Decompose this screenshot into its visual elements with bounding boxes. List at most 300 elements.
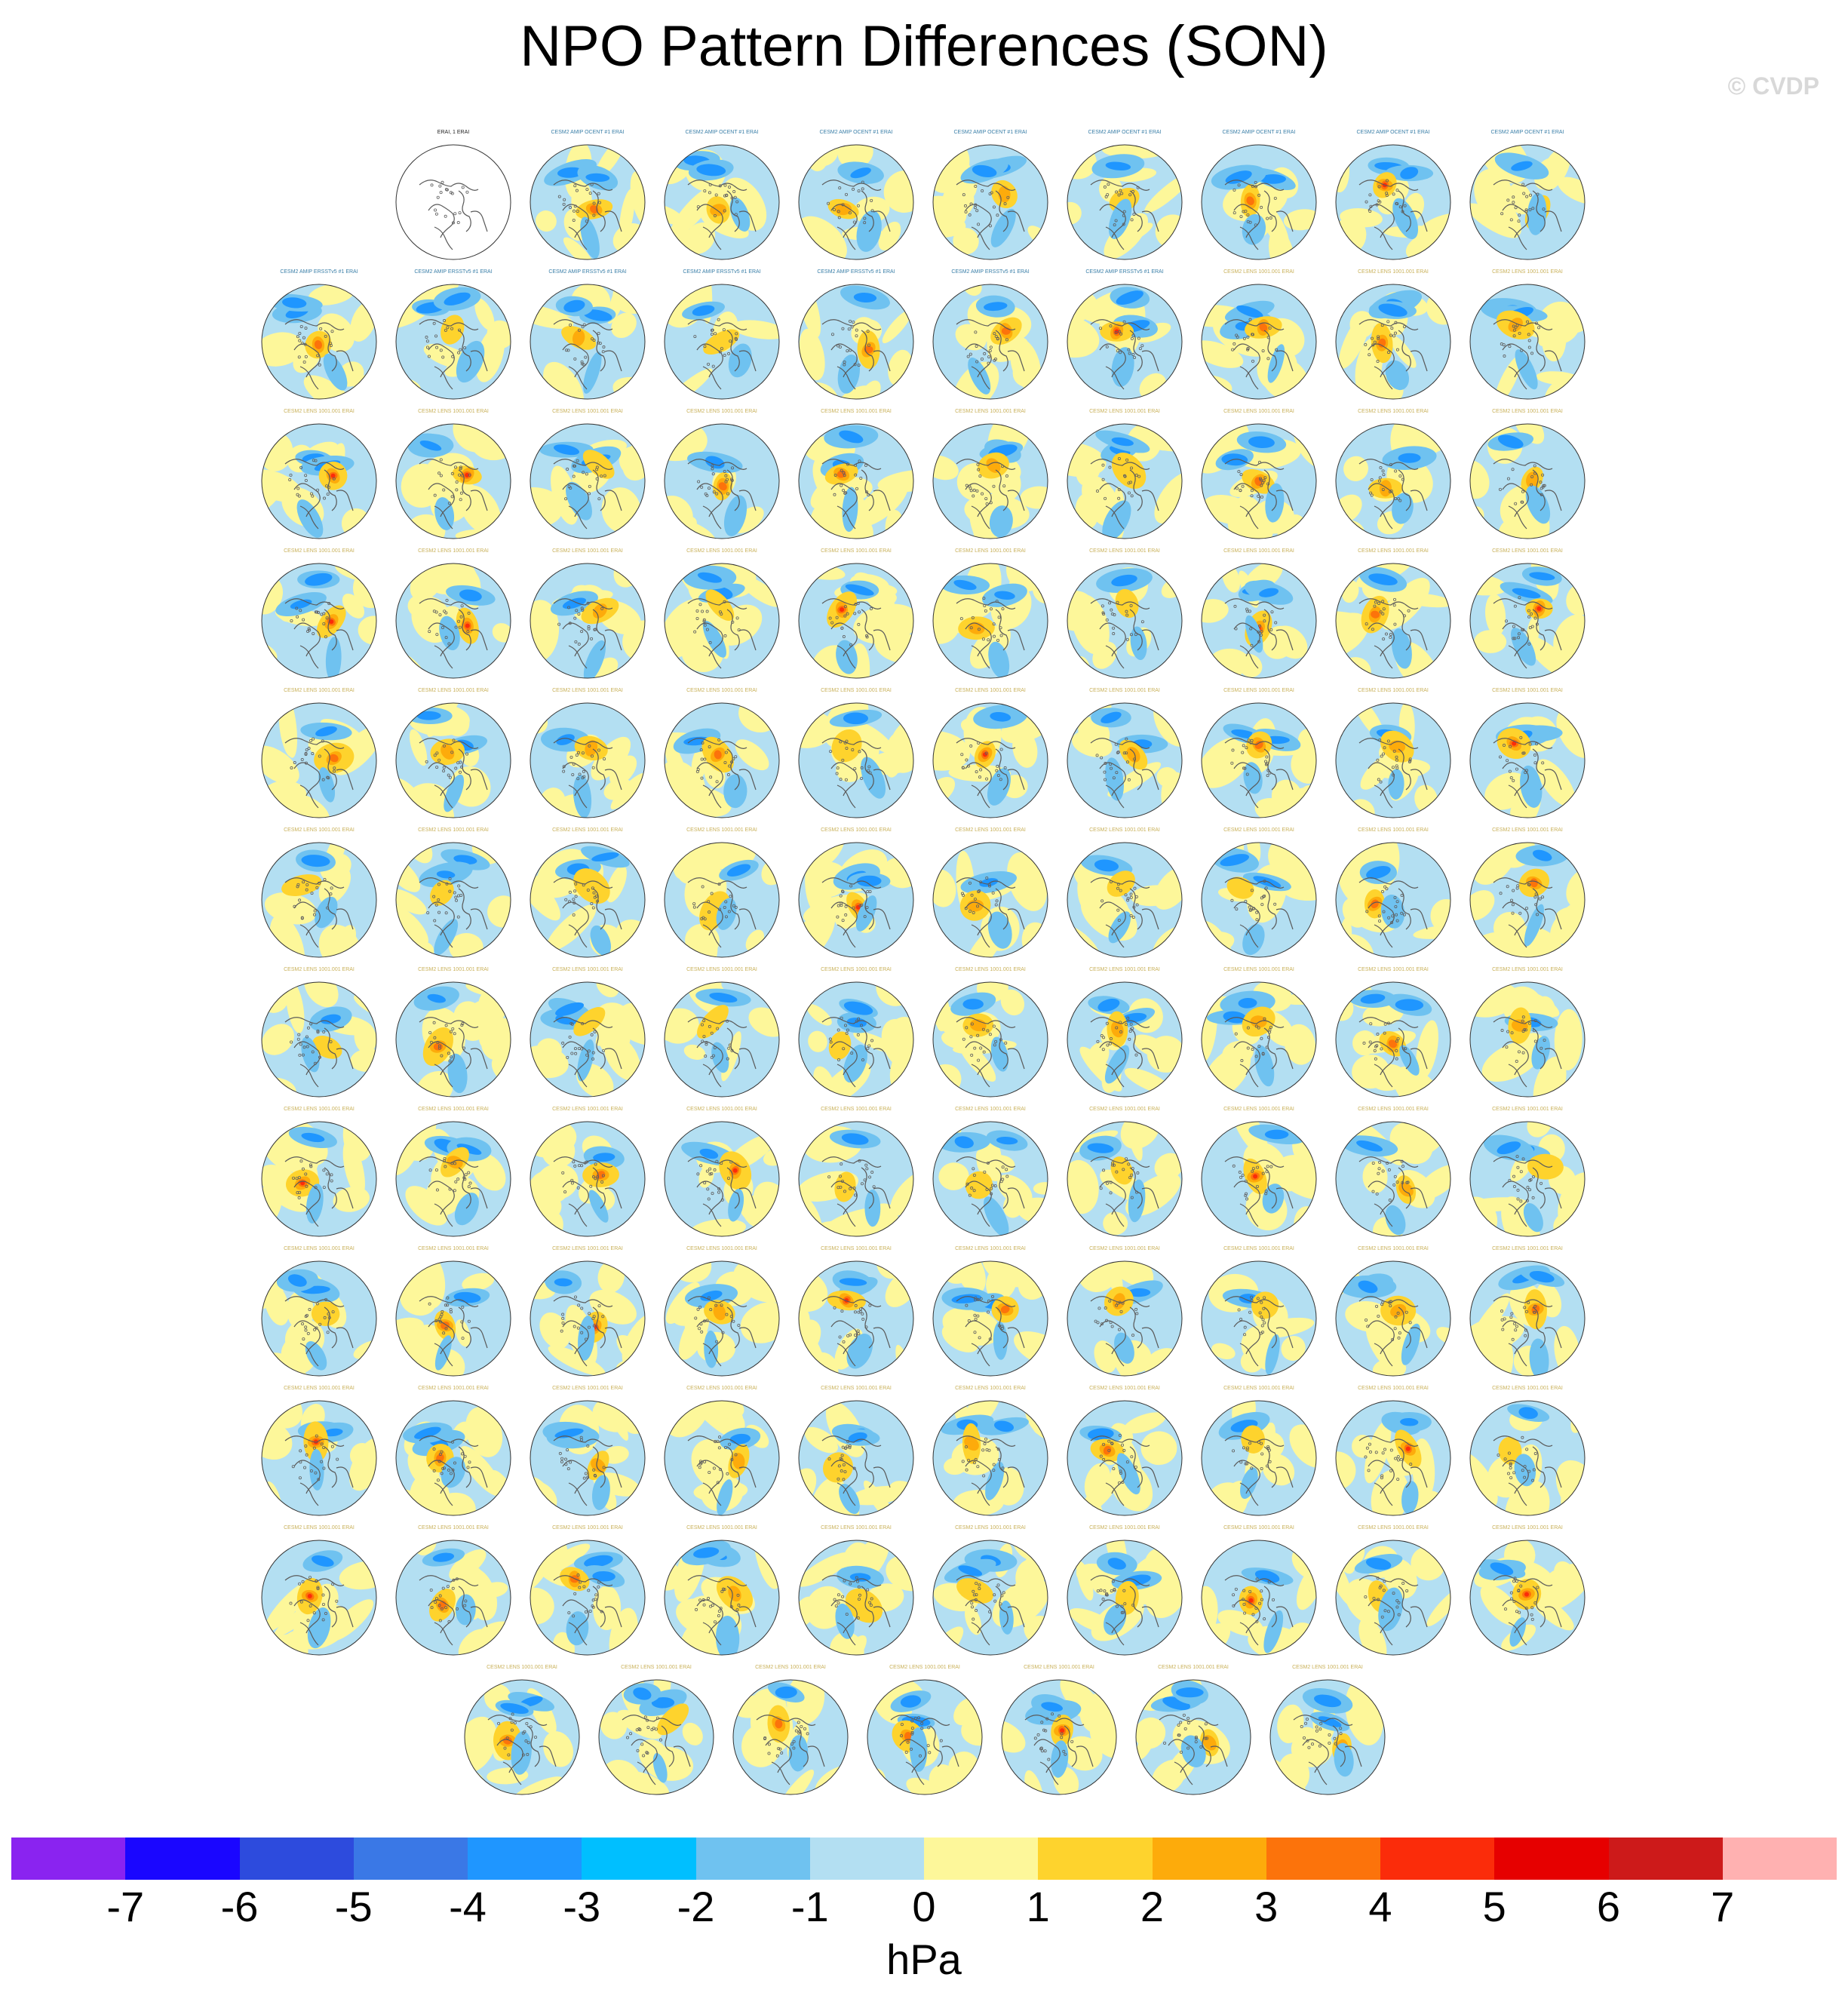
difference-map-panel (1463, 269, 1592, 405)
panel-title: CESM2 LENS 1001.001 ERAI (1223, 688, 1294, 693)
colorbar-tick-label: -1 (790, 1883, 829, 1930)
difference-map-panel (523, 130, 652, 266)
polar-difference-map (1195, 557, 1323, 685)
polar-difference-map (255, 1115, 383, 1243)
panel-title: CESM2 AMIP ERSSTv5 #1 ERAI (548, 269, 627, 275)
polar-difference-map (658, 1115, 786, 1243)
panel-title: CESM2 AMIP OCENT #1 ERAI (1490, 130, 1564, 135)
difference-map-panel (995, 1665, 1123, 1801)
panel-title: CESM2 LENS 1001.001 ERAI (1223, 967, 1294, 972)
difference-map-panel (1195, 409, 1323, 545)
panel-title: CESM2 LENS 1001.001 ERAI (1492, 827, 1563, 833)
difference-map-panel (1329, 1246, 1457, 1382)
panel-title: CESM2 LENS 1001.001 ERAI (821, 409, 892, 414)
polar-difference-map (792, 1534, 920, 1662)
polar-difference-map (1061, 1534, 1189, 1662)
panel-title: CESM2 LENS 1001.001 ERAI (686, 409, 757, 414)
colorbar-box (696, 1838, 810, 1880)
panel-title: CESM2 LENS 1001.001 ERAI (821, 1246, 892, 1251)
difference-map-panel (1061, 688, 1189, 824)
difference-map-panel (255, 827, 383, 963)
panel-title: CESM2 AMIP ERSSTv5 #1 ERAI (1085, 269, 1164, 275)
panel-title: CESM2 LENS 1001.001 ERAI (889, 1665, 960, 1670)
polar-difference-map (658, 1254, 786, 1383)
polar-difference-map (1061, 557, 1189, 685)
colorbar-box (1609, 1838, 1723, 1880)
polar-difference-map (926, 1394, 1054, 1522)
polar-difference-map (792, 836, 920, 964)
polar-difference-map (1463, 836, 1592, 964)
polar-difference-map (926, 138, 1054, 266)
panel-title: CESM2 LENS 1001.001 ERAI (1492, 967, 1563, 972)
panel-title: CESM2 LENS 1001.001 ERAI (1223, 409, 1294, 414)
difference-map-panel (792, 1386, 920, 1521)
polar-difference-map (389, 1254, 517, 1383)
polar-difference-map (389, 1394, 517, 1522)
difference-map-panel (1195, 1107, 1323, 1242)
difference-map-panel (1329, 967, 1457, 1103)
colorbar-tick-label: 3 (1254, 1883, 1279, 1930)
difference-map-panel (792, 409, 920, 545)
panel-title: CESM2 LENS 1001.001 ERAI (821, 1107, 892, 1112)
panel-title: CESM2 LENS 1001.001 ERAI (1089, 827, 1160, 833)
difference-map-panel (255, 967, 383, 1103)
polar-difference-map (1463, 1394, 1592, 1522)
difference-map-panel (389, 1386, 517, 1521)
polar-difference-map (1329, 1394, 1457, 1522)
difference-map-panel (1463, 688, 1592, 824)
polar-difference-map (726, 1673, 855, 1801)
difference-map-panel (389, 1525, 517, 1661)
colorbar-tick-label: -7 (106, 1883, 145, 1930)
panel-title: CESM2 LENS 1001.001 ERAI (1089, 409, 1160, 414)
difference-map-panel (255, 1246, 383, 1382)
polar-difference-map (1195, 696, 1323, 824)
panel-title: CESM2 LENS 1001.001 ERAI (552, 1386, 623, 1391)
polar-difference-map (1061, 975, 1189, 1104)
colorbar-box (468, 1838, 582, 1880)
colorbar-box (924, 1838, 1038, 1880)
polar-difference-map (1329, 138, 1457, 266)
panel-title: CESM2 LENS 1001.001 ERAI (1223, 548, 1294, 554)
polar-difference-map (792, 975, 920, 1104)
difference-map-panel (658, 1107, 786, 1242)
difference-map-panel (1329, 1525, 1457, 1661)
polar-difference-map (1195, 1115, 1323, 1243)
colorbar-tick-label: -3 (563, 1883, 601, 1930)
difference-map-panel (1195, 1525, 1323, 1661)
difference-map-panel (861, 1665, 989, 1801)
difference-map-panel (792, 130, 920, 266)
difference-map-panel (1061, 827, 1189, 963)
colorbar-tick-label: 1 (1026, 1883, 1050, 1930)
panel-title: CESM2 LENS 1001.001 ERAI (1223, 1525, 1294, 1531)
difference-map-panel (389, 269, 517, 405)
colorbar-box (1723, 1838, 1837, 1880)
difference-map-panel (389, 548, 517, 684)
panel-title: CESM2 LENS 1001.001 ERAI (686, 1386, 757, 1391)
difference-map-panel (523, 1525, 652, 1661)
polar-difference-map (255, 557, 383, 685)
colorbar-box (1153, 1838, 1266, 1880)
polar-difference-map (389, 417, 517, 545)
difference-map-panel (926, 130, 1054, 266)
polar-difference-map (926, 557, 1054, 685)
colorbar-tick-label: 4 (1368, 1883, 1392, 1930)
page-title: NPO Pattern Differences (SON) (520, 14, 1328, 78)
difference-map-panel (255, 269, 383, 405)
polar-difference-map (1061, 1115, 1189, 1243)
colorbar-box (240, 1838, 354, 1880)
difference-map-panel (792, 1107, 920, 1242)
polar-difference-map (658, 975, 786, 1104)
panel-title: CESM2 LENS 1001.001 ERAI (1358, 1246, 1429, 1251)
polar-difference-map (658, 1394, 786, 1522)
polar-difference-map (1463, 696, 1592, 824)
difference-map-panel (523, 827, 652, 963)
difference-map-panel (523, 1386, 652, 1521)
colorbar-box (582, 1838, 695, 1880)
difference-map-panel (1195, 827, 1323, 963)
panel-title: CESM2 LENS 1001.001 ERAI (821, 688, 892, 693)
panel-title: CESM2 LENS 1001.001 ERAI (955, 409, 1026, 414)
colorbar-box (1494, 1838, 1608, 1880)
panel-title: CESM2 AMIP OCENT #1 ERAI (953, 130, 1027, 135)
panel-title: CESM2 LENS 1001.001 ERAI (1089, 548, 1160, 554)
polar-difference-map (389, 1534, 517, 1662)
difference-map-panel (389, 1107, 517, 1242)
panel-title: CESM2 LENS 1001.001 ERAI (1223, 269, 1294, 275)
difference-map-panel (1463, 409, 1592, 545)
colorbar-tick-label: 7 (1711, 1883, 1735, 1930)
difference-map-panel (1061, 1246, 1189, 1382)
panel-title: CESM2 LENS 1001.001 ERAI (1024, 1665, 1094, 1670)
colorbar-tick-label: -5 (334, 1883, 373, 1930)
panel-title: CESM2 LENS 1001.001 ERAI (1358, 967, 1429, 972)
colorbar-box (354, 1838, 468, 1880)
difference-map-panel (523, 409, 652, 545)
polar-difference-map (1061, 836, 1189, 964)
panel-title: CESM2 LENS 1001.001 ERAI (284, 827, 355, 833)
polar-difference-map (1195, 975, 1323, 1104)
difference-map-panel (1329, 409, 1457, 545)
panel-title: CESM2 LENS 1001.001 ERAI (552, 688, 623, 693)
difference-map-panel (658, 409, 786, 545)
panel-title: CESM2 LENS 1001.001 ERAI (821, 1386, 892, 1391)
difference-map-panel (523, 688, 652, 824)
polar-difference-map (1463, 278, 1592, 406)
polar-difference-map (1329, 1534, 1457, 1662)
panel-title: CESM2 LENS 1001.001 ERAI (621, 1665, 692, 1670)
colorbar-box (125, 1838, 239, 1880)
panel-title: CESM2 AMIP ERSSTv5 #1 ERAI (683, 269, 761, 275)
polar-difference-map (255, 1534, 383, 1662)
panel-title: CESM2 LENS 1001.001 ERAI (1223, 827, 1294, 833)
polar-difference-map (926, 278, 1054, 406)
polar-difference-map (658, 836, 786, 964)
panel-title: CESM2 LENS 1001.001 ERAI (1358, 1525, 1429, 1531)
panel-title: CESM2 LENS 1001.001 ERAI (1089, 1107, 1160, 1112)
polar-difference-map (926, 1534, 1054, 1662)
polar-difference-map (1061, 278, 1189, 406)
difference-map-panel (1463, 827, 1592, 963)
panel-title: CESM2 LENS 1001.001 ERAI (686, 827, 757, 833)
polar-difference-map (523, 138, 652, 266)
difference-map-panel (926, 1525, 1054, 1661)
difference-map-panel (255, 688, 383, 824)
polar-difference-map (523, 1534, 652, 1662)
panel-title: CESM2 LENS 1001.001 ERAI (686, 1107, 757, 1112)
polar-difference-map (255, 417, 383, 545)
difference-map-panel (1463, 967, 1592, 1103)
difference-map-panel (523, 1246, 652, 1382)
difference-map-panel (1329, 1107, 1457, 1242)
polar-difference-map (1463, 138, 1592, 266)
polar-difference-map (1195, 1534, 1323, 1662)
difference-map-panel (523, 967, 652, 1103)
difference-map-panel (255, 1525, 383, 1661)
difference-map-panel (1195, 1386, 1323, 1521)
difference-map-panel (792, 688, 920, 824)
colorbar-box (1380, 1838, 1494, 1880)
difference-map-panel (1263, 1665, 1392, 1801)
polar-difference-map (1329, 557, 1457, 685)
polar-difference-map (658, 696, 786, 824)
panel-title: CESM2 LENS 1001.001 ERAI (821, 967, 892, 972)
polar-difference-map (792, 1394, 920, 1522)
difference-map-panel (255, 1386, 383, 1521)
panel-title: CESM2 LENS 1001.001 ERAI (686, 967, 757, 972)
difference-map-panel (658, 548, 786, 684)
colorbar-labels (0, 1882, 1848, 1935)
difference-map-panel (1463, 1107, 1592, 1242)
polar-difference-map (658, 1534, 786, 1662)
difference-map-panel (926, 409, 1054, 545)
colorbar-box (11, 1838, 125, 1880)
polar-difference-map (1329, 417, 1457, 545)
polar-difference-map (1195, 138, 1323, 266)
difference-map-panel (1329, 548, 1457, 684)
panel-title: CESM2 LENS 1001.001 ERAI (552, 1246, 623, 1251)
polar-difference-map (1463, 1254, 1592, 1383)
polar-difference-map (1195, 278, 1323, 406)
colorbar-tick-label: -4 (449, 1883, 487, 1930)
difference-map-panel (523, 548, 652, 684)
panel-title: CESM2 LENS 1001.001 ERAI (1292, 1665, 1363, 1670)
reference-map-panel (389, 130, 517, 266)
panel-title: CESM2 LENS 1001.001 ERAI (418, 1107, 489, 1112)
polar-difference-map (458, 1673, 586, 1801)
panel-title: CESM2 LENS 1001.001 ERAI (1492, 409, 1563, 414)
difference-map-panel (658, 130, 786, 266)
panel-title: CESM2 LENS 1001.001 ERAI (1089, 1246, 1160, 1251)
panel-title: CESM2 AMIP OCENT #1 ERAI (819, 130, 893, 135)
panel-title: CESM2 LENS 1001.001 ERAI (418, 409, 489, 414)
difference-map-panel (792, 1525, 920, 1661)
panel-title: ERAI, 1 ERAI (437, 130, 470, 135)
panel-title: CESM2 LENS 1001.001 ERAI (1492, 548, 1563, 554)
difference-map-panel (389, 967, 517, 1103)
panel-title: CESM2 LENS 1001.001 ERAI (955, 1107, 1026, 1112)
panel-title: CESM2 LENS 1001.001 ERAI (284, 1107, 355, 1112)
panel-title: CESM2 LENS 1001.001 ERAI (418, 967, 489, 972)
polar-difference-map (523, 836, 652, 964)
panel-title: CESM2 LENS 1001.001 ERAI (1492, 688, 1563, 693)
colorbar-tick-label: 6 (1596, 1883, 1621, 1930)
difference-map-panel (1195, 967, 1323, 1103)
difference-map-panel (658, 688, 786, 824)
panel-title: CESM2 LENS 1001.001 ERAI (1089, 688, 1160, 693)
difference-map-panel (726, 1665, 855, 1801)
difference-map-panel (1195, 269, 1323, 405)
polar-difference-map (255, 696, 383, 824)
difference-map-panel (926, 967, 1054, 1103)
colorbar-box (1038, 1838, 1152, 1880)
panel-title: CESM2 LENS 1001.001 ERAI (284, 1525, 355, 1531)
difference-map-panel (792, 269, 920, 405)
reference-polar-map (389, 138, 517, 266)
difference-map-panel (1195, 1246, 1323, 1382)
difference-map-panel (1195, 130, 1323, 266)
polar-difference-map (1263, 1673, 1392, 1801)
polar-difference-map (658, 417, 786, 545)
polar-difference-map (1329, 836, 1457, 964)
difference-map-panel (389, 1246, 517, 1382)
difference-map-panel (255, 1107, 383, 1242)
difference-map-panel (1329, 130, 1457, 266)
panel-title: CESM2 LENS 1001.001 ERAI (1089, 1525, 1160, 1531)
difference-map-panel (658, 1246, 786, 1382)
difference-map-panel (255, 409, 383, 545)
polar-difference-map (523, 557, 652, 685)
difference-map-panel (926, 688, 1054, 824)
panel-title: CESM2 AMIP OCENT #1 ERAI (685, 130, 759, 135)
colorbar-tick-label: -6 (220, 1883, 259, 1930)
difference-map-panel (1061, 409, 1189, 545)
panel-title: CESM2 LENS 1001.001 ERAI (1358, 1107, 1429, 1112)
polar-difference-map (1463, 1534, 1592, 1662)
polar-difference-map (1195, 417, 1323, 545)
panel-title: CESM2 LENS 1001.001 ERAI (284, 1246, 355, 1251)
panel-title: CESM2 LENS 1001.001 ERAI (418, 1246, 489, 1251)
colorbar-box (1266, 1838, 1380, 1880)
colorbar-tick-label: 5 (1482, 1883, 1506, 1930)
polar-difference-map (523, 417, 652, 545)
panel-title: CESM2 LENS 1001.001 ERAI (552, 409, 623, 414)
colorbar-tick-label: 0 (912, 1883, 936, 1930)
difference-map-panel (523, 269, 652, 405)
panel-title: CESM2 LENS 1001.001 ERAI (955, 548, 1026, 554)
polar-difference-map (389, 696, 517, 824)
difference-map-panel (792, 1246, 920, 1382)
difference-map-panel (1061, 1386, 1189, 1521)
polar-difference-map (926, 836, 1054, 964)
difference-map-panel (926, 269, 1054, 405)
polar-difference-map (389, 278, 517, 406)
difference-map-panel (792, 548, 920, 684)
panel-title: CESM2 LENS 1001.001 ERAI (552, 1525, 623, 1531)
polar-difference-map (1463, 417, 1592, 545)
colorbar (11, 1838, 1837, 1880)
difference-map-panel (1195, 688, 1323, 824)
panel-title: CESM2 AMIP OCENT #1 ERAI (1088, 130, 1162, 135)
panel-title: CESM2 AMIP OCENT #1 ERAI (1222, 130, 1296, 135)
panel-title: CESM2 LENS 1001.001 ERAI (487, 1665, 557, 1670)
polar-difference-map (926, 1254, 1054, 1383)
polar-difference-map (389, 1115, 517, 1243)
colorbar-tick-label: -2 (677, 1883, 715, 1930)
panel-title: CESM2 LENS 1001.001 ERAI (821, 1525, 892, 1531)
difference-map-panel (389, 827, 517, 963)
panel-title: CESM2 LENS 1001.001 ERAI (1158, 1665, 1229, 1670)
polar-difference-map (1329, 975, 1457, 1104)
panel-title: CESM2 LENS 1001.001 ERAI (1358, 269, 1429, 275)
difference-map-panel (1463, 130, 1592, 266)
panel-title: CESM2 LENS 1001.001 ERAI (1492, 1107, 1563, 1112)
panel-title: CESM2 LENS 1001.001 ERAI (284, 967, 355, 972)
polar-difference-map (792, 557, 920, 685)
difference-map-panel (792, 827, 920, 963)
polar-difference-map (523, 696, 652, 824)
panel-title: CESM2 LENS 1001.001 ERAI (955, 1246, 1026, 1251)
polar-difference-map (523, 1394, 652, 1522)
panel-title: CESM2 LENS 1001.001 ERAI (418, 548, 489, 554)
difference-map-panel (523, 1107, 652, 1242)
polar-difference-map (523, 1115, 652, 1243)
difference-map-panel (1463, 1525, 1592, 1661)
polar-difference-map (255, 1254, 383, 1383)
polar-difference-map (523, 278, 652, 406)
polar-difference-map (861, 1673, 989, 1801)
polar-difference-map (1329, 278, 1457, 406)
polar-difference-map (255, 278, 383, 406)
difference-map-panel (658, 269, 786, 405)
difference-map-panel (458, 1665, 586, 1801)
difference-map-panel (1061, 130, 1189, 266)
polar-difference-map (1329, 1254, 1457, 1383)
polar-difference-map (926, 417, 1054, 545)
panel-title: CESM2 AMIP ERSSTv5 #1 ERAI (951, 269, 1030, 275)
polar-difference-map (926, 975, 1054, 1104)
difference-map-panel (926, 1107, 1054, 1242)
polar-difference-map (1463, 1115, 1592, 1243)
polar-difference-map (1129, 1673, 1257, 1801)
panel-title: CESM2 LENS 1001.001 ERAI (955, 688, 1026, 693)
difference-map-panel (658, 1386, 786, 1521)
polar-difference-map (1061, 1254, 1189, 1383)
difference-map-panel (926, 827, 1054, 963)
polar-difference-map (926, 696, 1054, 824)
panel-title: CESM2 LENS 1001.001 ERAI (1089, 1386, 1160, 1391)
difference-map-panel (658, 827, 786, 963)
polar-difference-map (1061, 417, 1189, 545)
difference-map-panel (926, 548, 1054, 684)
polar-difference-map (792, 417, 920, 545)
colorbar-tick-label: 2 (1140, 1883, 1165, 1930)
panel-title: CESM2 LENS 1001.001 ERAI (552, 1107, 623, 1112)
panel-title: CESM2 LENS 1001.001 ERAI (552, 548, 623, 554)
panel-title: CESM2 AMIP ERSSTv5 #1 ERAI (414, 269, 493, 275)
panel-title: CESM2 LENS 1001.001 ERAI (418, 688, 489, 693)
difference-map-panel (658, 1525, 786, 1661)
panel-title: CESM2 LENS 1001.001 ERAI (955, 967, 1026, 972)
polar-difference-map (792, 696, 920, 824)
panel-title: CESM2 AMIP ERSSTv5 #1 ERAI (817, 269, 895, 275)
polar-difference-map (255, 836, 383, 964)
panel-title: CESM2 LENS 1001.001 ERAI (1492, 269, 1563, 275)
difference-map-panel (926, 1386, 1054, 1521)
polar-difference-map (255, 1394, 383, 1522)
